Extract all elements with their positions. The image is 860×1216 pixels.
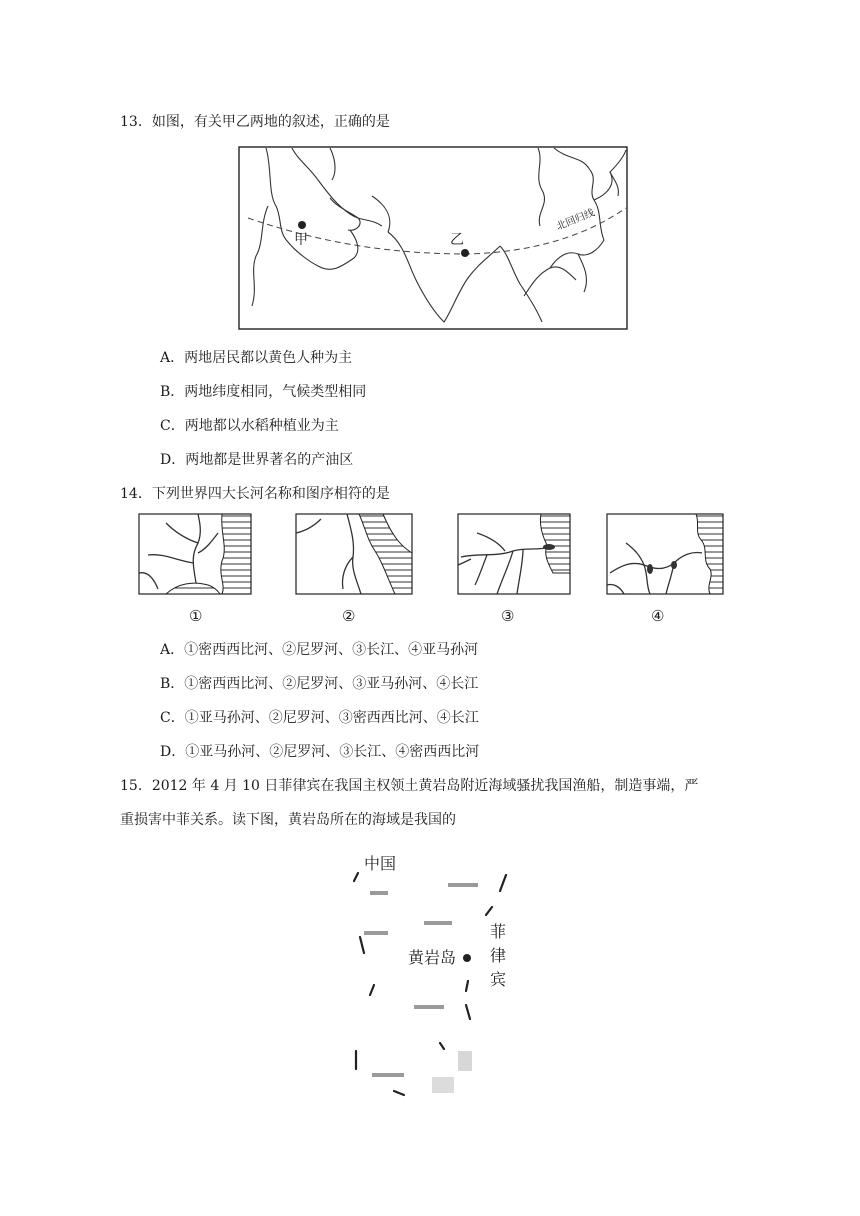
label-huangyan-island: 黄岩岛: [408, 948, 457, 967]
q14-option-b: B．①密西西比河、②尼罗河、③亚马孙河、④长江: [160, 676, 479, 692]
q15-stem-line2: 重损害中菲关系。读下图，黄岩岛所在的海域是我国的: [120, 812, 456, 828]
q13-stem: 13．如图，有关甲乙两地的叙述，正确的是: [120, 114, 390, 130]
q15-map: [340, 845, 520, 1105]
q13-option-a: A．两地居民都以黄色人种为主: [160, 350, 353, 366]
q14-option-d: D．①亚马孙河、②尼罗河、③长江、④密西西比河: [160, 744, 480, 760]
label-china: 中国: [364, 854, 397, 873]
figure-label-3: ③: [501, 607, 515, 625]
tropic-label: 北回归线: [555, 207, 597, 233]
label-jia: 甲: [294, 232, 308, 248]
river-map-3: [457, 513, 571, 595]
label-philippines-1: 菲: [490, 922, 507, 941]
point-yi: [461, 249, 469, 257]
q13-option-c: C．两地都以水稻种植业为主: [160, 418, 339, 434]
river-map-1: [138, 513, 252, 595]
figure-label-4: ④: [651, 607, 665, 625]
q13-option-d: D．两地都是世界著名的产油区: [160, 452, 354, 468]
huangyan-island-dot: [463, 954, 471, 962]
label-philippines-2: 律: [490, 946, 507, 965]
q15-stem-line1: 15．2012 年 4 月 10 日菲律宾在我国主权领土黄岩岛附近海域骚扰我国渔船，制造事端，严: [120, 778, 699, 794]
point-jia: [298, 221, 306, 229]
q13-map: [238, 146, 628, 330]
q14-option-a: A．①密西西比河、②尼罗河、③长江、④亚马孙河: [160, 642, 479, 658]
label-philippines-3: 宾: [490, 970, 507, 989]
q14-option-c: C．①亚马孙河、②尼罗河、③密西西比河、④长江: [160, 710, 479, 726]
label-yi: 乙: [450, 232, 464, 248]
q13-option-b: B．两地纬度相同，气候类型相同: [160, 384, 367, 400]
river-map-4: [606, 513, 724, 595]
river-map-2: [295, 513, 413, 595]
figure-label-1: ①: [189, 607, 203, 625]
figure-label-2: ②: [342, 607, 356, 625]
q14-stem: 14．下列世界四大长河名称和图序相符的是: [120, 486, 390, 502]
